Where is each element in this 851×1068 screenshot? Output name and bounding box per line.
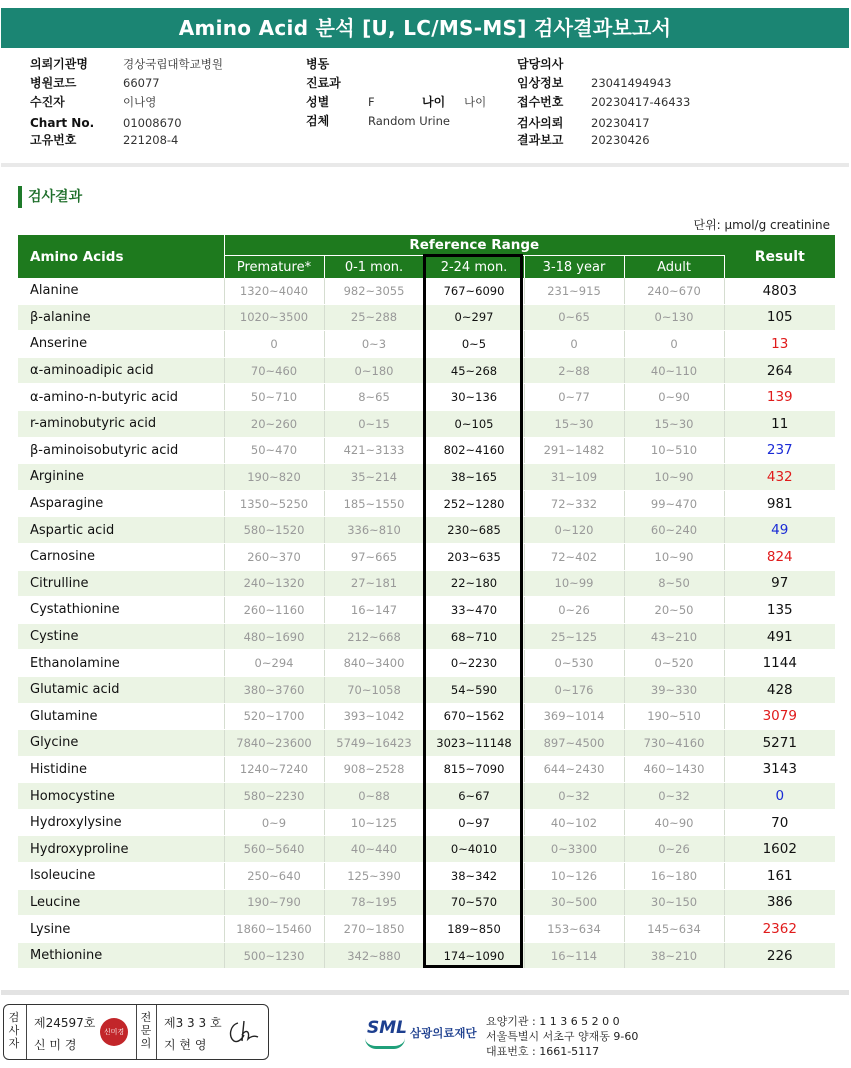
amino-acid-name: Lysine: [18, 916, 224, 943]
reference-range-cell: 10~90: [624, 543, 724, 570]
result-value: 11: [724, 410, 835, 437]
reference-range-cell: 0~9: [224, 809, 324, 836]
info-value: 20230417: [591, 116, 650, 130]
table-row: [18, 863, 835, 890]
info-value: 23041494943: [591, 76, 672, 90]
table-row: [18, 650, 835, 677]
amino-acid-name: Carnosine: [18, 543, 224, 570]
reference-range-cell: 33~470: [424, 597, 524, 624]
reference-range-cell: 190~790: [224, 889, 324, 916]
reference-range-cell: 0~530: [524, 650, 624, 677]
reference-range-cell: 421~3133: [324, 437, 424, 464]
unit-note: 단위: μmol/g creatinine: [693, 218, 830, 232]
section-title: 검사결과: [18, 186, 82, 208]
reference-range-cell: 185~1550: [324, 490, 424, 517]
info-label: 임상정보: [517, 76, 564, 90]
reference-range-cell: 1860~15460: [224, 916, 324, 943]
reference-range-cell: 70~570: [424, 889, 524, 916]
info-label: 진료과: [306, 76, 341, 90]
info-value: 221208-4: [123, 133, 179, 147]
specialist-label: 전 문 의: [140, 1011, 152, 1050]
table-row: [18, 410, 835, 437]
header-2-24-mon: 2-24 mon.: [424, 256, 524, 279]
info-label: 담당의사: [517, 57, 564, 71]
reference-range-cell: 0~3300: [524, 836, 624, 863]
info-label: 성별: [306, 95, 330, 109]
table-row: [18, 517, 835, 544]
amino-acid-name: Hydroxyproline: [18, 836, 224, 863]
result-value: 1602: [724, 836, 835, 863]
result-value: 237: [724, 437, 835, 464]
result-value: 226: [724, 942, 835, 969]
table-row: [18, 676, 835, 703]
reference-range-cell: 68~710: [424, 623, 524, 650]
table-row: [18, 490, 835, 517]
reference-range-cell: 1320~4040: [224, 278, 324, 304]
reference-range-cell: 460~1430: [624, 756, 724, 783]
table-row: [18, 889, 835, 916]
reference-range-cell: 78~195: [324, 889, 424, 916]
examiner-name: 신 미 경: [34, 1038, 77, 1052]
amino-acid-name: Anserine: [18, 331, 224, 358]
amino-acid-name: Alanine: [18, 278, 224, 304]
result-value: 0: [724, 783, 835, 810]
info-label: 결과보고: [517, 133, 564, 147]
reference-range-cell: 190~510: [624, 703, 724, 730]
result-value: 2362: [724, 916, 835, 943]
table-row: [18, 570, 835, 597]
reference-range-cell: 16~114: [524, 942, 624, 969]
result-value: 49: [724, 517, 835, 544]
reference-range-cell: 174~1090: [424, 942, 524, 969]
reference-range-cell: 125~390: [324, 863, 424, 890]
reference-range-cell: 0: [524, 331, 624, 358]
info-label: 검사의뢰: [517, 116, 564, 130]
results-table: [18, 235, 835, 969]
reference-range-cell: 380~3760: [224, 676, 324, 703]
info-label: Chart No.: [30, 116, 95, 130]
info-label: 검체: [306, 114, 330, 128]
info-value: 01008670: [123, 116, 182, 130]
table-row: [18, 730, 835, 757]
reference-range-cell: 15~30: [624, 410, 724, 437]
result-value: 981: [724, 490, 835, 517]
reference-range-cell: 10~510: [624, 437, 724, 464]
reference-range-cell: 393~1042: [324, 703, 424, 730]
logo-text: SML: [367, 1018, 407, 1038]
reference-range-cell: 0: [624, 331, 724, 358]
reference-range-cell: 145~634: [624, 916, 724, 943]
reference-range-cell: 270~1850: [324, 916, 424, 943]
reference-range-cell: 0~105: [424, 410, 524, 437]
divider: [156, 1005, 157, 1059]
reference-range-cell: 45~268: [424, 357, 524, 384]
result-value: 135: [724, 597, 835, 624]
header-result: Result: [724, 235, 835, 278]
reference-range-cell: 0~120: [524, 517, 624, 544]
result-value: 264: [724, 357, 835, 384]
amino-acid-name: Leucine: [18, 889, 224, 916]
reference-range-cell: 0~15: [324, 410, 424, 437]
reference-range-cell: 908~2528: [324, 756, 424, 783]
reference-range-cell: 153~634: [524, 916, 624, 943]
reference-range-cell: 0~294: [224, 650, 324, 677]
table-row: [18, 623, 835, 650]
reference-range-cell: 40~102: [524, 809, 624, 836]
reference-range-cell: 8~65: [324, 384, 424, 411]
contact-institution-code: 요양기관 : 1 1 3 6 5 2 0 0: [486, 1015, 620, 1028]
reference-range-cell: 70~460: [224, 357, 324, 384]
reference-range-cell: 189~850: [424, 916, 524, 943]
reference-range-cell: 230~685: [424, 517, 524, 544]
divider: [136, 1005, 137, 1059]
reference-range-cell: 0~32: [624, 783, 724, 810]
results-body: [18, 278, 835, 969]
amino-acid-name: Arginine: [18, 464, 224, 491]
reference-range-cell: 1240~7240: [224, 756, 324, 783]
table-row: [18, 357, 835, 384]
reference-range-cell: 40~440: [324, 836, 424, 863]
result-value: 13: [724, 331, 835, 358]
reference-range-cell: 8~50: [624, 570, 724, 597]
info-value: Random Urine: [368, 114, 450, 128]
contact-address: 서울특별시 서초구 양재동 9-60: [486, 1030, 639, 1043]
amino-acid-name: Cystathionine: [18, 597, 224, 624]
reference-range-cell: 30~150: [624, 889, 724, 916]
reference-range-cell: 50~710: [224, 384, 324, 411]
amino-acid-name: α-aminoadipic acid: [18, 357, 224, 384]
reference-range-cell: 40~90: [624, 809, 724, 836]
reference-range-cell: 0~26: [524, 597, 624, 624]
amino-acid-name: Ethanolamine: [18, 650, 224, 677]
result-value: 386: [724, 889, 835, 916]
reference-range-cell: 31~109: [524, 464, 624, 491]
reference-range-cell: 16~180: [624, 863, 724, 890]
info-label: 의뢰기관명: [30, 57, 88, 71]
reference-range-cell: 982~3055: [324, 278, 424, 304]
info-label: 병동: [306, 57, 330, 71]
info-label: 고유번호: [30, 133, 77, 147]
table-row: [18, 756, 835, 783]
reference-range-cell: 369~1014: [524, 703, 624, 730]
reference-range-cell: 260~370: [224, 543, 324, 570]
reference-range-cell: 203~635: [424, 543, 524, 570]
reference-range-cell: 252~1280: [424, 490, 524, 517]
report-title: Amino Acid 분석 [U, LC/MS-MS] 검사결과보고서: [1, 8, 849, 48]
reference-range-cell: 35~214: [324, 464, 424, 491]
amino-acid-name: Methionine: [18, 942, 224, 969]
table-row: [18, 331, 835, 358]
reference-range-cell: 25~288: [324, 304, 424, 331]
amino-acid-name: Cystine: [18, 623, 224, 650]
reference-range-cell: 0~32: [524, 783, 624, 810]
header-premature: Premature*: [224, 256, 324, 279]
amino-acid-name: Histidine: [18, 756, 224, 783]
reference-range-cell: 6~67: [424, 783, 524, 810]
table-row: [18, 836, 835, 863]
table-row: [18, 543, 835, 570]
table-row: [18, 783, 835, 810]
reference-range-cell: 72~332: [524, 490, 624, 517]
contact-phone: 대표번호 : 1661-5117: [486, 1045, 600, 1058]
result-value: 428: [724, 676, 835, 703]
reference-range-cell: 0: [224, 331, 324, 358]
reference-range-cell: 260~1160: [224, 597, 324, 624]
reference-range-cell: 644~2430: [524, 756, 624, 783]
amino-acid-name: Asparagine: [18, 490, 224, 517]
header-divider: [1, 163, 849, 167]
table-row: [18, 703, 835, 730]
reference-range-cell: 10~99: [524, 570, 624, 597]
reference-range-cell: 10~90: [624, 464, 724, 491]
specialist-name: 지 현 영: [164, 1038, 207, 1052]
reference-range-cell: 0~2230: [424, 650, 524, 677]
table-row: [18, 304, 835, 331]
header-0-1-mon: 0-1 mon.: [324, 256, 424, 279]
reference-range-cell: 0~180: [324, 357, 424, 384]
reference-range-cell: 240~670: [624, 278, 724, 304]
reference-range-cell: 38~342: [424, 863, 524, 890]
result-value: 432: [724, 464, 835, 491]
reference-range-cell: 39~330: [624, 676, 724, 703]
result-value: 70: [724, 809, 835, 836]
reference-range-cell: 802~4160: [424, 437, 524, 464]
result-value: 3143: [724, 756, 835, 783]
signature-icon: [226, 1015, 262, 1049]
reference-range-cell: 38~165: [424, 464, 524, 491]
reference-range-cell: 7840~23600: [224, 730, 324, 757]
result-value: 1144: [724, 650, 835, 677]
reference-range-cell: 20~50: [624, 597, 724, 624]
result-value: 4803: [724, 278, 835, 304]
reference-range-cell: 25~125: [524, 623, 624, 650]
reference-range-cell: 40~110: [624, 357, 724, 384]
header-reference-range: Reference Range: [224, 235, 724, 256]
reference-range-cell: 291~1482: [524, 437, 624, 464]
seal-stamp: 신미경: [100, 1018, 128, 1046]
info-label: 나이: [422, 95, 446, 109]
reference-range-cell: 30~500: [524, 889, 624, 916]
reference-range-cell: 5749~16423: [324, 730, 424, 757]
reference-range-cell: 1020~3500: [224, 304, 324, 331]
amino-acid-name: Citrulline: [18, 570, 224, 597]
reference-range-cell: 0~65: [524, 304, 624, 331]
reference-range-cell: 0~97: [424, 809, 524, 836]
reference-range-cell: 0~130: [624, 304, 724, 331]
reference-range-cell: 60~240: [624, 517, 724, 544]
reference-range-cell: 30~136: [424, 384, 524, 411]
amino-acid-name: β-aminoisobutyric acid: [18, 437, 224, 464]
reference-range-cell: 0~3: [324, 331, 424, 358]
info-value: F: [368, 95, 375, 109]
info-label: 병원코드: [30, 76, 77, 90]
reference-range-cell: 560~5640: [224, 836, 324, 863]
reference-range-cell: 580~1520: [224, 517, 324, 544]
reference-range-cell: 0~77: [524, 384, 624, 411]
info-value: 나이: [464, 95, 487, 109]
reference-range-cell: 97~665: [324, 543, 424, 570]
table-row: [18, 384, 835, 411]
result-value: 139: [724, 384, 835, 411]
reference-range-cell: 15~30: [524, 410, 624, 437]
reference-range-cell: 240~1320: [224, 570, 324, 597]
reference-range-cell: 840~3400: [324, 650, 424, 677]
reference-range-cell: 0~520: [624, 650, 724, 677]
sml-logo: [365, 1014, 409, 1050]
reference-range-cell: 1350~5250: [224, 490, 324, 517]
table-row: [18, 278, 835, 304]
result-value: 3079: [724, 703, 835, 730]
info-value: 66077: [123, 76, 160, 90]
table-row: [18, 464, 835, 491]
amino-acid-name: Hydroxylysine: [18, 809, 224, 836]
reference-range-cell: 0~90: [624, 384, 724, 411]
result-value: 824: [724, 543, 835, 570]
result-value: 105: [724, 304, 835, 331]
reference-range-cell: 0~4010: [424, 836, 524, 863]
amino-acid-name: Homocystine: [18, 783, 224, 810]
info-value: 경상국립대학교병원: [123, 57, 223, 71]
table-row: [18, 916, 835, 943]
info-value: 20230417-46433: [591, 95, 691, 109]
info-value: 20230426: [591, 133, 650, 147]
reference-range-cell: 897~4500: [524, 730, 624, 757]
header-3-18-year: 3-18 year: [524, 256, 624, 279]
reference-range-cell: 16~147: [324, 597, 424, 624]
result-value: 97: [724, 570, 835, 597]
table-row: [18, 437, 835, 464]
reference-range-cell: 767~6090: [424, 278, 524, 304]
result-value: 491: [724, 623, 835, 650]
amino-acid-name: Glutamine: [18, 703, 224, 730]
specialist-id: 제3 3 3 호: [164, 1016, 222, 1030]
reference-range-cell: 670~1562: [424, 703, 524, 730]
amino-acid-name: Glutamic acid: [18, 676, 224, 703]
result-value: 5271: [724, 730, 835, 757]
info-label: 수진자: [30, 95, 65, 109]
reference-range-cell: 480~1690: [224, 623, 324, 650]
header-adult: Adult: [624, 256, 724, 279]
footer-divider: [1, 990, 849, 995]
result-value: 161: [724, 863, 835, 890]
examiner-label: 검 사 자: [8, 1011, 20, 1050]
reference-range-cell: 730~4160: [624, 730, 724, 757]
reference-range-cell: 580~2230: [224, 783, 324, 810]
reference-range-cell: 0~176: [524, 676, 624, 703]
reference-range-cell: 70~1058: [324, 676, 424, 703]
reference-range-cell: 815~7090: [424, 756, 524, 783]
reference-range-cell: 10~126: [524, 863, 624, 890]
reference-range-cell: 500~1230: [224, 942, 324, 969]
reference-range-cell: 0~5: [424, 331, 524, 358]
reference-range-cell: 250~640: [224, 863, 324, 890]
reference-range-cell: 231~915: [524, 278, 624, 304]
amino-acid-name: β-alanine: [18, 304, 224, 331]
table-row: [18, 597, 835, 624]
reference-range-cell: 72~402: [524, 543, 624, 570]
reference-range-cell: 342~880: [324, 942, 424, 969]
amino-acid-name: Aspartic acid: [18, 517, 224, 544]
amino-acid-name: Isoleucine: [18, 863, 224, 890]
amino-acid-name: Glycine: [18, 730, 224, 757]
reference-range-cell: 50~470: [224, 437, 324, 464]
reference-range-cell: 27~181: [324, 570, 424, 597]
reference-range-cell: 38~210: [624, 942, 724, 969]
examiner-id: 제24597호: [34, 1016, 96, 1030]
reference-range-cell: 43~210: [624, 623, 724, 650]
divider: [26, 1005, 27, 1059]
reference-range-cell: 20~260: [224, 410, 324, 437]
reference-range-cell: 520~1700: [224, 703, 324, 730]
reference-range-cell: 99~470: [624, 490, 724, 517]
reference-range-cell: 212~668: [324, 623, 424, 650]
reference-range-cell: 10~125: [324, 809, 424, 836]
table-row: [18, 809, 835, 836]
amino-acid-name: α-amino-n-butyric acid: [18, 384, 224, 411]
reference-range-cell: 190~820: [224, 464, 324, 491]
header-amino-acids: Amino Acids: [18, 235, 224, 278]
organization-name: 삼광의료재단: [410, 1026, 477, 1040]
reference-range-cell: 22~180: [424, 570, 524, 597]
info-value: 이나영: [123, 95, 157, 109]
reference-range-cell: 336~810: [324, 517, 424, 544]
signature-box: [3, 1004, 269, 1060]
reference-range-cell: 0~26: [624, 836, 724, 863]
info-label: 접수번호: [517, 95, 564, 109]
logo-arc: [365, 1038, 405, 1049]
reference-range-cell: 3023~11148: [424, 730, 524, 757]
reference-range-cell: 2~88: [524, 357, 624, 384]
table-row: [18, 942, 835, 969]
reference-range-cell: 54~590: [424, 676, 524, 703]
reference-range-cell: 0~88: [324, 783, 424, 810]
reference-range-cell: 0~297: [424, 304, 524, 331]
amino-acid-name: r-aminobutyric acid: [18, 410, 224, 437]
